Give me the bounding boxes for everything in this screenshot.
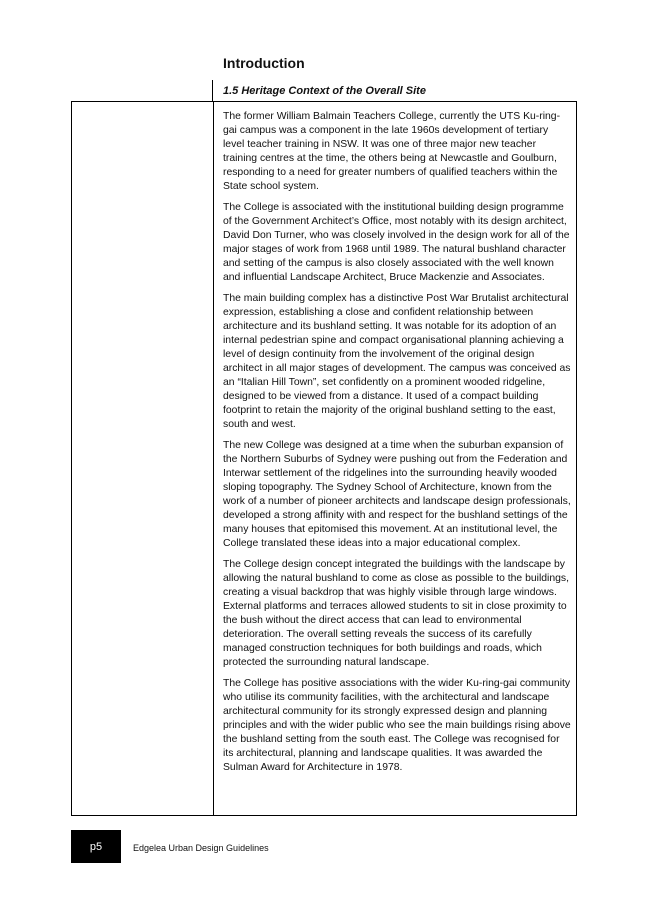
paragraph: The College design concept integrated the buildings with the landscape by allowing the natural bushland to come as close as possible to the buildings, creating a visual backdrop that was highly visible through large windows. External platforms and terraces allowed students to sit in close proximity to the bush without the direct access that can lead to environmental deterioration. The overall setting reveals the success of its carefully managed construction techniques for both buildings and roads, which protected the surrounding natural landscape.	[223, 559, 569, 668]
page-number: p5	[89, 840, 103, 853]
page-number-badge	[71, 830, 121, 863]
document-title: Edgelea Urban Design Guidelines	[133, 843, 269, 853]
section-heading: Introduction	[223, 55, 305, 71]
column-divider	[213, 102, 214, 815]
paragraph: The former William Balmain Teachers College, currently the UTS Ku-ring-gai campus was a component in the late 1960s development of tertiary level teacher training in NSW. It was one of three major new teacher training centres at the time, the others being at Newcastle and Goulburn, responding to a need for greater numbers of qualified teachers within the State school system.	[223, 111, 561, 192]
paragraph: The main building complex has a distinctive Post War Brutalist architectural expression, establishing a close and confident relationship between architecture and its bushland setting. It was notable for its adoption of an internal pedestrian spine and compact organisational planning achieving a level of design continuity from the involvement of the original design architect in all major stages of development. The campus was conceived as an “Italian Hill Town”, set confidently on a prominent wooded ridgeline, designed to be viewed from a distance. It used of a compact building footprint to retain the majority of the original bushland setting to the east, south and west.	[223, 293, 571, 430]
body-text	[223, 110, 571, 782]
column-divider-top	[212, 80, 213, 101]
paragraph: The College is associated with the institutional building design programme of the Government Architect’s Office, most notably with its design architect, David Don Turner, who was closely involved in the design work for all of the major stages of work from 1968 until 1989. The natural bushland character and setting of the campus is also closely associated with the well known and influential Landscape Architect, Bruce Mackenzie and Associates.	[223, 202, 570, 283]
paragraph: The new College was designed at a time when the suburban expansion of the Northern Suburbs of Sydney were pushing out from the Federation and Interwar settlement of the ridgelines into the surrounding heavily wooded sloping topography. The Sydney School of Architecture, known from the work of a number of pioneer architects and landscape design professionals, developed a strong affinity with and respect for the bushland settings of the many houses that epitomised this movement. At an institutional level, the College translated these ideas into a major educational complex.	[223, 440, 571, 549]
paragraph: The College has positive associations with the wider Ku-ring-gai community who utilise its community facilities, with the architectural and landscape architectural community for its strongly expressed design and planning principles and with the wider public who see the main buildings rising above the bushland setting from the south east. The College was recognised for its architectural, planning and landscape qualities. It was awarded the Sulman Award for Architecture in 1978.	[223, 678, 571, 773]
section-subheading: 1.5 Heritage Context of the Overall Site	[223, 85, 426, 97]
